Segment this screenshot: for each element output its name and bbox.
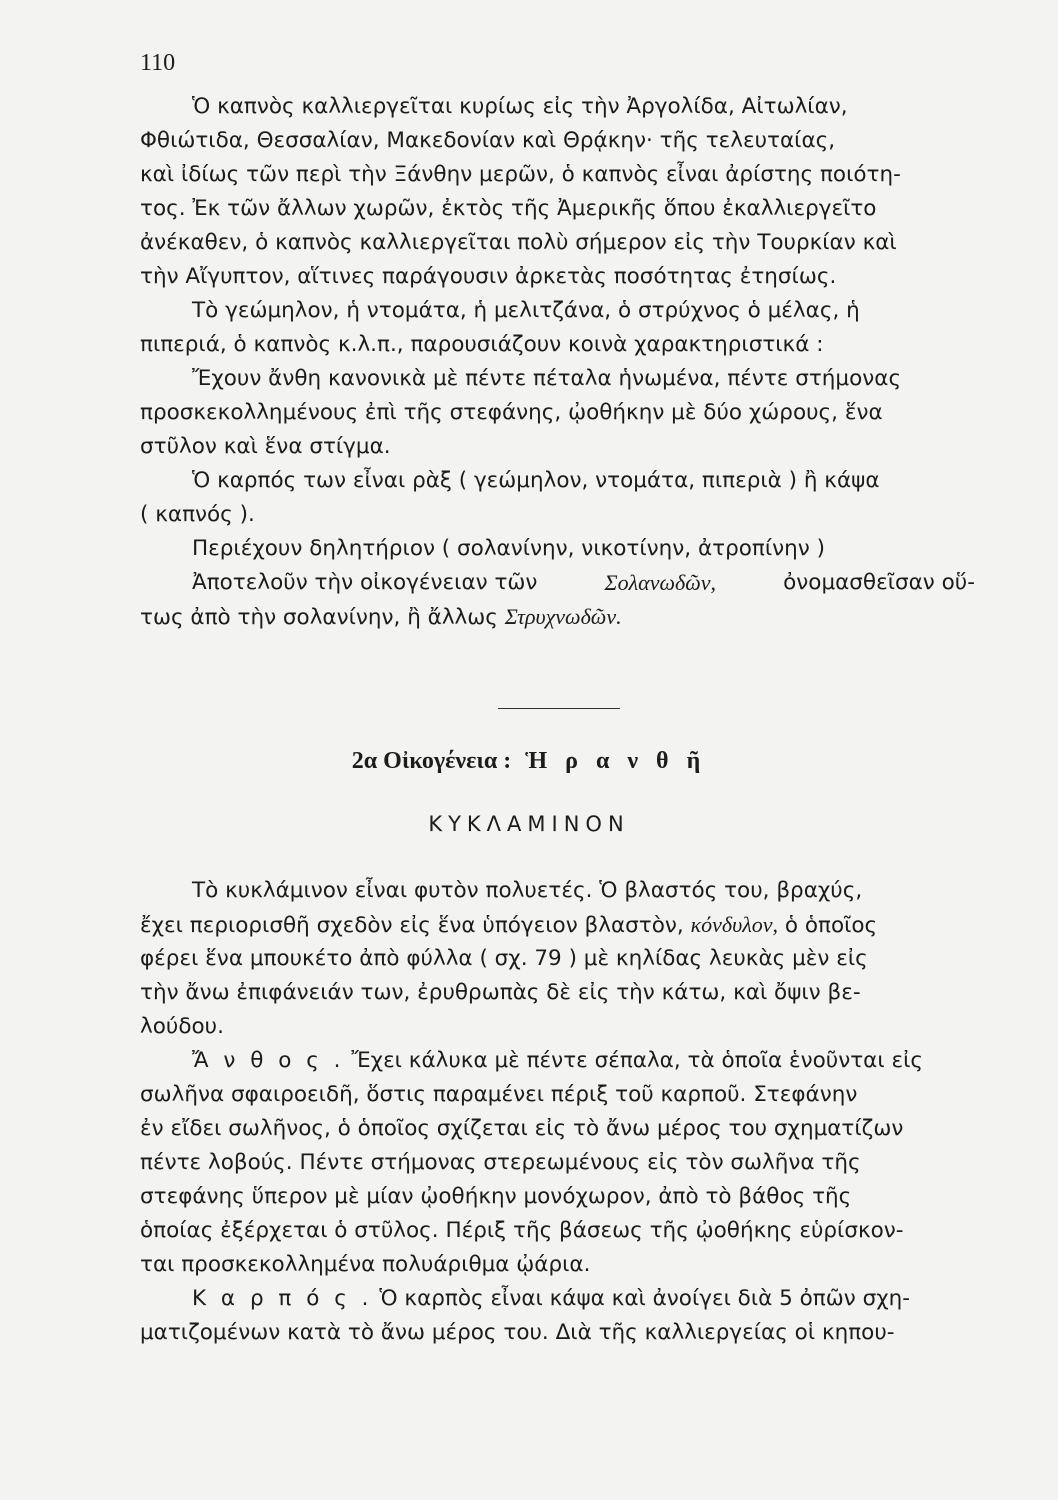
text-line: προσκεκολλημένους ἐπὶ τῆς στεφάνης, ᾠοθήκην μὲ δύο χώρους, ἕνα [140, 400, 883, 425]
text-line: ὁποίας ἐξέρχεται ὁ στῦλος. Πέριξ τῆς βάσεως τῆς ᾠοθήκης εὑρίσκον- [140, 1218, 904, 1243]
text-line: ἐν εἴδει σωλῆνος, ὁ ὁποῖος σχίζεται εἰς τὸ ἄνω μέρος του σχηματίζων [140, 1116, 904, 1141]
term-italic: κόνδυλον, [690, 912, 779, 937]
family-heading-prefix: 2α Οἰκογένεια : [351, 748, 512, 774]
text-fragment: ἔχει περιορισθῆ σχεδὸν εἰς ἕνα ὑπόγειον βλαστὸν, [140, 913, 684, 938]
text-fragment: Ἔχει κάλυκα μὲ πέντε σέπαλα, τὰ ὁποῖα ἑνοῦνται εἰς [351, 1048, 923, 1073]
section-cyclamen-text [140, 874, 975, 1350]
text-line: Περιέχουν δηλητήριον ( σολανίνην, νικοτίνην, ἀτροπίνην ) [192, 536, 825, 561]
text-line: ἀνέκαθεν, ὁ καπνὸς καλλιεργεῖται πολὺ σήμερον εἰς τὴν Τουρκίαν καὶ [140, 230, 897, 255]
text-line [140, 1044, 975, 1078]
text-line [140, 908, 975, 942]
text-line [140, 600, 975, 634]
family-name-italic: Στρυχνωδῶν. [504, 604, 622, 629]
text-line [140, 566, 975, 600]
family-heading-name: Ἡ ρ α ν θ ῆ [525, 748, 707, 774]
text-fragment: Ἀποτελοῦν τὴν οἰκογένειαν τῶν [192, 570, 538, 595]
text-fragment: τως ἀπὸ τὴν σολανίνην, ἢ ἄλλως [140, 605, 498, 630]
text-line: σωλῆνα σφαιροειδῆ, ὅστις παραμένει πέριξ τοῦ καρποῦ. Στεφάνην [140, 1082, 858, 1107]
text-line: καὶ ἰδίως τῶν περὶ τὴν Ξάνθην μερῶν, ὁ καπνὸς εἶναι ἀρίστης ποιότη- [140, 162, 901, 187]
section-divider [498, 708, 620, 709]
section-tobacco-text [140, 90, 975, 634]
text-line: ματιζομένων κατὰ τὸ ἄνω μέρος του. Διὰ τῆς καλλιεργείας οἱ κηπου- [140, 1320, 895, 1345]
text-line: πιπεριά, ὁ καπνὸς κ.λ.π., παρουσιάζουν κοινὰ χαρακτηριστικά : [140, 332, 824, 357]
text-line: τος. Ἐκ τῶν ἄλλων χωρῶν, ἐκτὸς τῆς Ἀμερικῆς ὅπου ἐκαλλιεργεῖτο [140, 196, 877, 221]
plant-title: ΚΥΚΛΑΜΙΝΟΝ [428, 812, 630, 836]
text-line: ( καπνός ). [140, 502, 255, 527]
text-line: στεφάνης ὕπερον μὲ μίαν ᾠοθήκην μονόχωρον, ἀπὸ τὸ βάθος τῆς [140, 1184, 852, 1209]
family-heading [0, 748, 1058, 775]
text-line: Τὸ κυκλάμινον εἶναι φυτὸν πολυετές. Ὁ βλαστός του, βραχύς, [192, 878, 863, 903]
text-line: λούδου. [140, 1014, 224, 1039]
subsection-label: Κ α ρ π ό ς . [192, 1286, 373, 1311]
text-line: Ὁ καπνὸς καλλιεργεῖται κυρίως εἰς τὴν Ἀργολίδα, Αἰτωλίαν, [192, 94, 848, 119]
text-fragment: Ὁ καρπὸς εἶναι κάψα καὶ ἀνοίγει διὰ 5 ὀπῶν σχη- [379, 1286, 911, 1311]
page-number: 110 [140, 50, 176, 76]
text-line: πέντε λοβούς. Πέντε στήμονας στερεωμένους εἰς τὸν σωλῆνα τῆς [140, 1150, 861, 1175]
text-fragment: ὀνομασθεῖσαν οὕ- [783, 570, 975, 595]
family-name-italic: Σολανωδῶν, [604, 570, 717, 595]
text-line: Ὁ καρπός των εἶναι ρὰξ ( γεώμηλον, ντομάτα, πιπεριὰ ) ἢ κάψα [192, 468, 880, 493]
text-line: Ἔχουν ἄνθη κανονικὰ μὲ πέντε πέταλα ἡνωμένα, πέντε στήμονας [192, 366, 902, 391]
text-line: στῦλον καὶ ἕνα στίγμα. [140, 434, 391, 459]
text-line: τὴν Αἴγυπτον, αἵτινες παράγουσιν ἀρκετὰς ποσότητας ἐτησίως. [140, 264, 837, 289]
text-line: τὴν ἄνω ἐπιφάνειάν των, ἐρυθρωπὰς δὲ εἰς τὴν κάτω, καὶ ὄψιν βε- [140, 980, 861, 1005]
text-line: ται προσκεκολλημένα πολυάριθμα ᾠάρια. [140, 1252, 591, 1277]
text-line [140, 1282, 975, 1316]
text-fragment: ὁ ὁποῖος [784, 913, 878, 938]
text-line: Τὸ γεώμηλον, ἡ ντομάτα, ἡ μελιτζάνα, ὁ στρύχνος ὁ μέλας, ἡ [192, 298, 860, 323]
text-line: Φθιώτιδα, Θεσσαλίαν, Μακεδονίαν καὶ Θρᾴκην· τῆς τελευταίας, [140, 128, 836, 153]
text-line: φέρει ἕνα μπουκέτο ἀπὸ φύλλα ( σχ. 79 ) μὲ κηλίδας λευκὰς μὲν εἰς [140, 946, 868, 971]
subsection-label: Ἄ ν θ ο ς . [192, 1048, 345, 1073]
